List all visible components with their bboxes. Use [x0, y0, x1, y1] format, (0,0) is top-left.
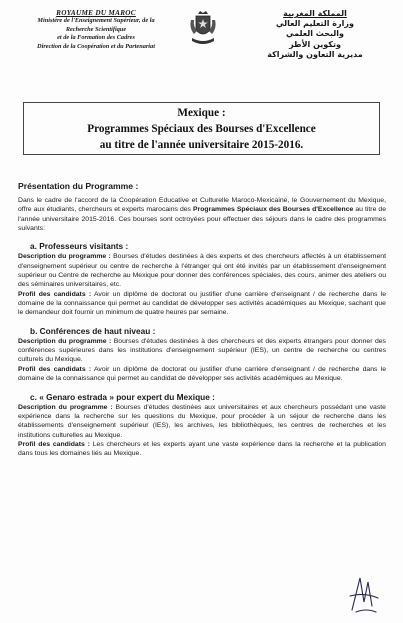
title-programs: Programmes Spéciaux des Bourses d'Excellence [87, 122, 316, 135]
letterhead-french [6, 9, 186, 51]
section-a-description: Description du programme : Bourses d'études destinées à des experts et des chercheurs affectés à un établissement d'enseignement supérieur ou centre de recherche à l'étranger qui ont été invités par un établissement d'enseignement supérieur ou Centre de recherche au Mexique pour donner des conférences spéciales, des cours, animer des ateliers ou des séminaires universitaires, etc. [18, 253, 386, 289]
letterhead-training: et de la Formation des Cadres [57, 34, 135, 42]
letterhead-arabic-ministry: وزارة التعليم العالي [276, 19, 354, 29]
letterhead-arabic-kingdom: المملكة المغربية [283, 9, 347, 18]
document-body [18, 180, 386, 459]
moroccan-coat-of-arms-icon [188, 10, 218, 48]
letterhead-arabic-research: والبحث العلمي [286, 29, 344, 39]
document-title-box [23, 102, 380, 155]
letterhead-arabic-training: وتكوين الأطر [289, 39, 341, 49]
profile-label: Profil des candidats : [18, 290, 92, 298]
letterhead-arabic [235, 9, 395, 60]
section-b-heading: b. Conférences de haut niveau : [30, 325, 156, 336]
presentation-paragraph: Dans le cadre de l'accord de la Coopération Educative et Culturelle Maroco-Mexicaine, le Gouvernement du Mexique, offre aux étudiants, chercheurs et experts marocains des Programmes Spéciaux des Bourses d'Excellence au titre de l'année universitaire 2015-2016. Ces bourses sont octroyées pour effectuer des séjours dans le cadre des programmes suivants: [18, 197, 386, 233]
description-label: Description du programme : [18, 253, 111, 261]
letterhead-arabic-direction: مديرية التعاون والشراكة [267, 49, 363, 59]
section-c-description: Description du programme : Bourses d'études destinées aux universitaires et aux chercheurs possédant une vaste expérience dans la recherche sur les questions du Mexique, pour procéder à un séjour de recherche dans les établissements d'enseignement supérieur (IES), les archives, les bibliothèques, les centres de recherches et les institutions culturelles au Mexique. [18, 403, 386, 439]
letterhead-kingdom: ROYAUME DU MAROC [56, 9, 136, 17]
section-b-description: Description du programme : Bourses d'études destinées à des chercheurs et des experts étrangers pour donner des conférences supérieures dans les institutions d'enseignement supérieur (IES), un centre de recherche ou centres culturels du Mexique. [18, 337, 386, 364]
programs-bold-text: Programmes Spéciaux des Bourses d'Excellence [193, 206, 354, 214]
letterhead-ministry: Ministère de l'Enseignement Supérieur, de la [37, 17, 155, 25]
section-a-heading: a. Professeurs visitants : [30, 241, 129, 252]
description-label: Description du programme : [18, 403, 113, 411]
section-c-profile: Profil des candidats : Les chercheurs et les experts ayant une vaste expérience dans la recherche et la publication dans tous les domaines liés au Mexique. [18, 440, 386, 458]
title-country: Mexique : [177, 107, 226, 119]
presentation-heading: Présentation du Programme : [18, 181, 139, 191]
profile-label: Profil des candidats : [18, 440, 90, 448]
section-b-profile: Profil des candidats : Avoir un diplôme de doctorat ou justifier d'une carrière d'enseignant / de recherche dans le domaine de la connaissance qui permet au candidat de développer ses activités académiques au Mexique. [18, 365, 387, 383]
description-label: Description du programme : [18, 337, 112, 345]
letterhead-research: Recherche Scientifique [65, 25, 127, 33]
section-a-profile: Profil des candidats : Avoir un diplôme de doctorat ou justifier d'une carrière d'enseignant / de recherche dans le domaine de la connaissance qui permet au candidat de développer ses activités académiques au Mexique, sachant que le demandeur doit fournir un minimum de quatre heures par semaine. [18, 290, 387, 317]
title-year: au titre de l'année universitaire 2015-2016. [99, 138, 304, 151]
section-c-heading: c. « Genaro estrada » pour expert du Mexique : [30, 391, 215, 402]
letterhead-direction: Direction de la Coopération et du Partenariat [37, 42, 155, 50]
profile-label: Profil des candidats : [18, 365, 92, 373]
handwritten-signature-icon [346, 572, 380, 614]
